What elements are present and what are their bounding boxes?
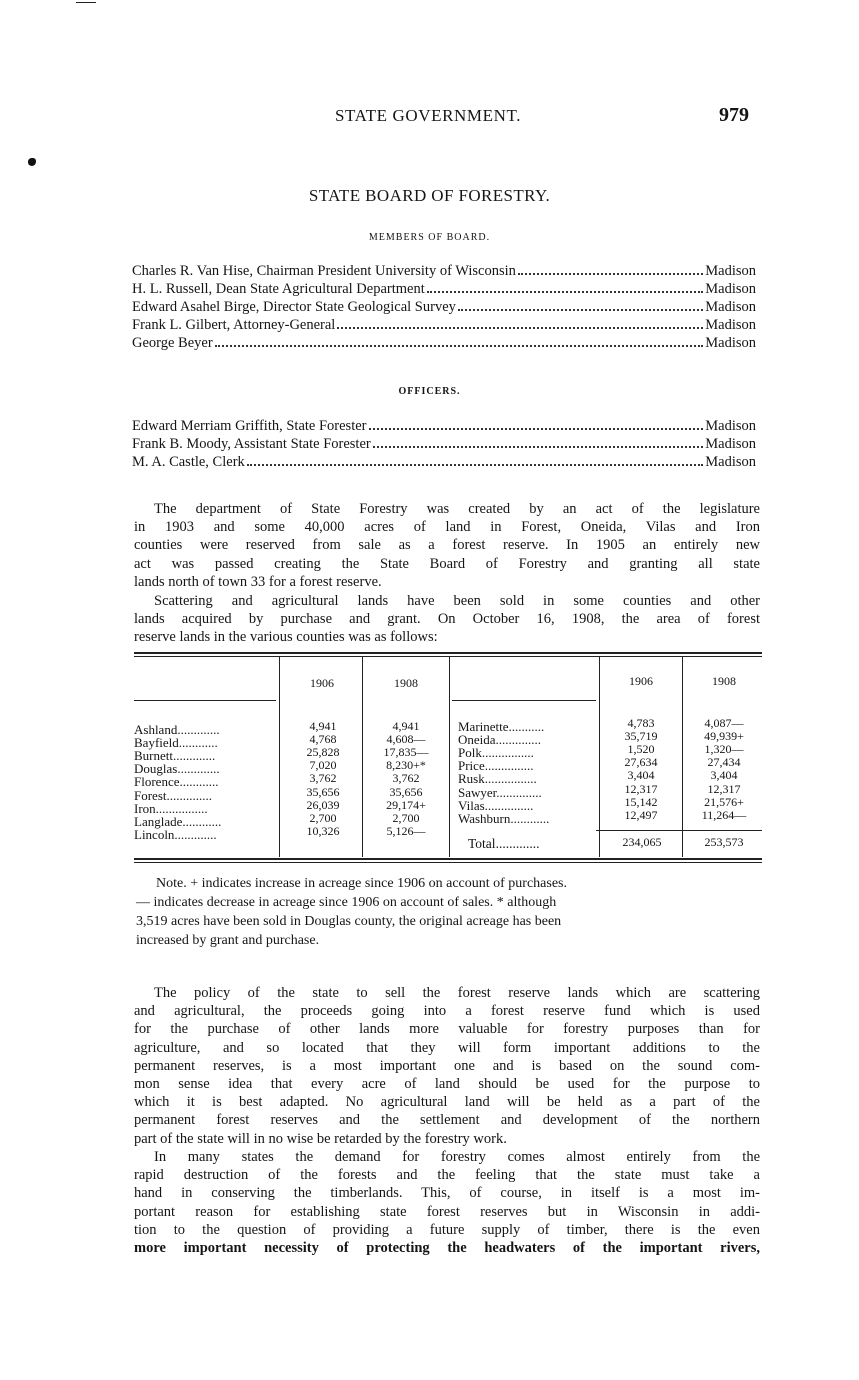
county-name: Rusk................	[458, 771, 537, 786]
acreage-1906: 27,634	[624, 755, 658, 769]
intro-paragraph	[134, 592, 760, 647]
county-name: Oneida..............	[458, 732, 542, 747]
acreage-1908: 27,434	[707, 755, 741, 769]
acreage-1906: 15,142	[624, 795, 658, 809]
table-note	[136, 874, 762, 950]
acreage-table	[134, 652, 762, 870]
county-name: Sawyer..............	[458, 785, 542, 800]
county-name: Washburn............	[458, 811, 550, 826]
paragraph-line: and agricultural, the proceeds going into a forest reserve fund which is used	[134, 1003, 760, 1020]
officer-city: Madison	[705, 454, 756, 470]
paragraph-line: agriculture, and so located that they will form important additions to the	[134, 1039, 760, 1056]
paragraph-line: more important necessity of protecting the headwaters of the important rivers,	[134, 1239, 760, 1256]
member-row	[132, 299, 756, 317]
total-1906: 234,065	[622, 835, 662, 849]
running-head	[0, 104, 859, 130]
table-top-rule	[134, 652, 762, 654]
paragraph-line: hand in conserving the timberlands. This, of course, in itself is a most im-	[134, 1185, 760, 1202]
acreage-1906: 10,326	[306, 824, 340, 838]
acreage-1908: 4,087—	[704, 716, 744, 730]
note-line: — indicates decrease in acreage since 1906 on account of sales. * although	[136, 895, 557, 910]
acreage-1906: 3,404	[627, 768, 655, 782]
acreage-1908: 35,656	[389, 785, 423, 799]
member-city: Madison	[705, 299, 756, 315]
officer-name: Edward Merriam Griffith, State Forester	[132, 418, 367, 434]
acreage-1906: 7,020	[309, 758, 337, 772]
paragraph-line: The department of State Forestry was created by an act of the legislature	[154, 501, 760, 517]
col-1906-left: 1906	[310, 676, 334, 690]
paragraph-line: which it is best adapted. No agricultural land will be held as a part of the	[134, 1094, 760, 1111]
body-paragraph	[134, 984, 760, 1148]
county-name: Polk................	[458, 745, 534, 760]
paragraph-line: lands north of town 33 for a forest reserve.	[134, 573, 382, 590]
corner-rule	[76, 2, 96, 3]
note-line: Note. + indicates increase in acreage since 1906 on account of purchases.	[156, 876, 568, 891]
acreage-1908: 4,608—	[386, 732, 426, 746]
paragraph-line: in 1903 and some 40,000 acres of land in Forest, Oneida, Vilas and Iron	[134, 519, 760, 536]
acreage-1906: 35,656	[306, 785, 340, 799]
officer-city: Madison	[705, 436, 756, 452]
member-name: George Beyer	[132, 335, 213, 351]
paragraph-line: rapid destruction of the forests and the feeling that the state must take a	[134, 1167, 760, 1184]
county-name: Florence............	[134, 774, 219, 789]
total-label: Total.............	[468, 836, 540, 851]
county-name: Marinette...........	[458, 719, 545, 734]
paragraph-line: permanent reserves, is a most important one and is based on the sound com-	[134, 1057, 760, 1074]
paragraph-line: permanent forest reserves and the settlement and development of the northern	[134, 1112, 760, 1129]
col-1906-right: 1906	[629, 674, 653, 688]
member-row	[132, 335, 756, 353]
member-row	[132, 281, 756, 299]
acreage-1908: 2,700	[392, 811, 420, 825]
paragraph-line: counties were reserved from sale as a forest reserve. In 1905 an entirely new	[134, 537, 760, 554]
county-name: Burnett.............	[134, 748, 216, 763]
acreage-1908: 29,174+	[386, 798, 426, 812]
county-name: Douglas.............	[134, 761, 220, 776]
officer-name: M. A. Castle, Clerk	[132, 454, 245, 470]
note-line: 3,519 acres have been sold in Douglas county, the original acreage has been	[136, 914, 562, 929]
acreage-1908: 4,941	[392, 719, 420, 733]
acreage-1906: 25,828	[306, 745, 340, 759]
acreage-1908: 5,126—	[386, 824, 426, 838]
member-name: Charles R. Van Hise, Chairman President University of Wisconsin	[132, 263, 516, 279]
acreage-1908: 1,320—	[704, 742, 744, 756]
col-1908-right: 1908	[712, 674, 736, 688]
officer-row	[132, 454, 756, 472]
county-name: Iron................	[134, 801, 208, 816]
col-1908-left: 1908	[394, 676, 418, 690]
members-heading: MEMBERS OF BOARD.	[368, 232, 491, 243]
member-name: Edward Asahel Birge, Director State Geological Survey	[132, 299, 456, 315]
acreage-1908: 49,939+	[704, 729, 744, 743]
paragraph-line: In many states the demand for forestry comes almost entirely from the	[154, 1149, 760, 1165]
acreage-1906: 3,762	[309, 771, 337, 785]
leader-dots	[247, 464, 703, 466]
member-city: Madison	[705, 335, 756, 351]
paragraph-line: for the purchase of other lands more valuable for forestry purposes than for	[134, 1021, 760, 1038]
acreage-1908: 17,835—	[383, 745, 429, 759]
table-top-rule	[134, 656, 762, 657]
acreage-1908: 12,317	[707, 782, 741, 796]
leader-dots	[458, 309, 703, 311]
county-name: Bayfield............	[134, 735, 218, 750]
paragraph-line: part of the state will in no wise be retarded by the forestry work.	[134, 1130, 507, 1147]
acreage-1906: 26,039	[306, 798, 340, 812]
table-bottom-rule	[134, 858, 762, 860]
county-name: Langlade............	[134, 814, 222, 829]
county-name: Ashland.............	[134, 722, 220, 737]
acreage-1906: 4,941	[309, 719, 337, 733]
acreage-1906: 4,768	[309, 732, 337, 746]
intro-paragraph	[134, 500, 760, 591]
officer-row	[132, 418, 756, 436]
paragraph-line: mon sense idea that every acre of land should be used for the purpose to	[134, 1075, 760, 1092]
acreage-1906: 1,520	[627, 742, 655, 756]
acreage-1906: 12,497	[624, 808, 658, 822]
total-1908: 253,573	[704, 835, 744, 849]
column-rule	[279, 657, 280, 857]
member-row	[132, 263, 756, 281]
acreage-1906: 4,783	[627, 716, 655, 730]
acreage-1908: 3,762	[392, 771, 420, 785]
total-label-text: Total	[468, 836, 496, 851]
leader-dots	[337, 327, 703, 329]
leader-dots	[373, 446, 704, 448]
column-rule	[362, 657, 363, 857]
paragraph-line: tion to the question of providing a future supply of timber, there is the even	[134, 1221, 760, 1238]
acreage-1906: 2,700	[309, 811, 337, 825]
paragraph-line: act was passed creating the State Board of Forestry and granting all state	[134, 555, 760, 572]
leader-dots	[369, 428, 704, 430]
paragraph-line: portant reason for establishing state forest reserves but in Wisconsin in addi-	[134, 1203, 760, 1220]
acreage-1908: 21,576+	[704, 795, 744, 809]
acreage-1908: 11,264—	[701, 808, 747, 822]
county-name: Vilas...............	[458, 798, 534, 813]
leader-dots	[215, 345, 704, 347]
table-bottom-rule	[134, 862, 762, 863]
leader-dots	[518, 273, 703, 275]
note-line: increased by grant and purchase.	[136, 933, 320, 948]
acreage-1908: 3,404	[710, 768, 738, 782]
member-row	[132, 317, 756, 335]
paragraph-line: reserve lands in the various counties was as follows:	[134, 629, 438, 646]
board-title: STATE BOARD OF FORESTRY.	[308, 186, 551, 205]
ink-blot-mark	[28, 158, 36, 166]
leader-dots	[427, 291, 704, 293]
county-name: Price...............	[458, 758, 534, 773]
acreage-1908: 8,230+*	[386, 758, 426, 772]
paragraph-line: The policy of the state to sell the forest reserve lands which are scattering	[154, 985, 760, 1001]
body-paragraph	[134, 1148, 760, 1257]
column-rule	[682, 657, 683, 857]
stub-head-rule	[452, 700, 596, 701]
paragraph-line: lands acquired by purchase and grant. On October 16, 1908, the area of forest	[134, 611, 760, 628]
column-rule	[599, 657, 600, 857]
acreage-1906: 35,719	[624, 729, 658, 743]
county-name: Lincoln.............	[134, 827, 217, 842]
officer-row	[132, 436, 756, 454]
total-rule	[596, 830, 762, 831]
member-city: Madison	[705, 263, 756, 279]
member-name: Frank L. Gilbert, Attorney-General	[132, 317, 336, 333]
page-number: 979	[719, 104, 749, 126]
officer-city: Madison	[705, 418, 756, 434]
stub-head-rule	[134, 700, 276, 701]
county-name: Forest..............	[134, 788, 212, 803]
member-city: Madison	[705, 281, 756, 297]
column-rule	[449, 657, 450, 857]
officers-heading: OFFICERS.	[398, 386, 461, 397]
officer-name: Frank B. Moody, Assistant State Forester	[132, 436, 371, 452]
running-title: STATE GOVERNMENT.	[335, 106, 522, 125]
member-city: Madison	[705, 317, 756, 333]
acreage-1906: 12,317	[624, 782, 658, 796]
paragraph-line: Scattering and agricultural lands have been sold in some counties and other	[154, 593, 760, 609]
member-name: H. L. Russell, Dean State Agricultural Department	[132, 281, 425, 297]
